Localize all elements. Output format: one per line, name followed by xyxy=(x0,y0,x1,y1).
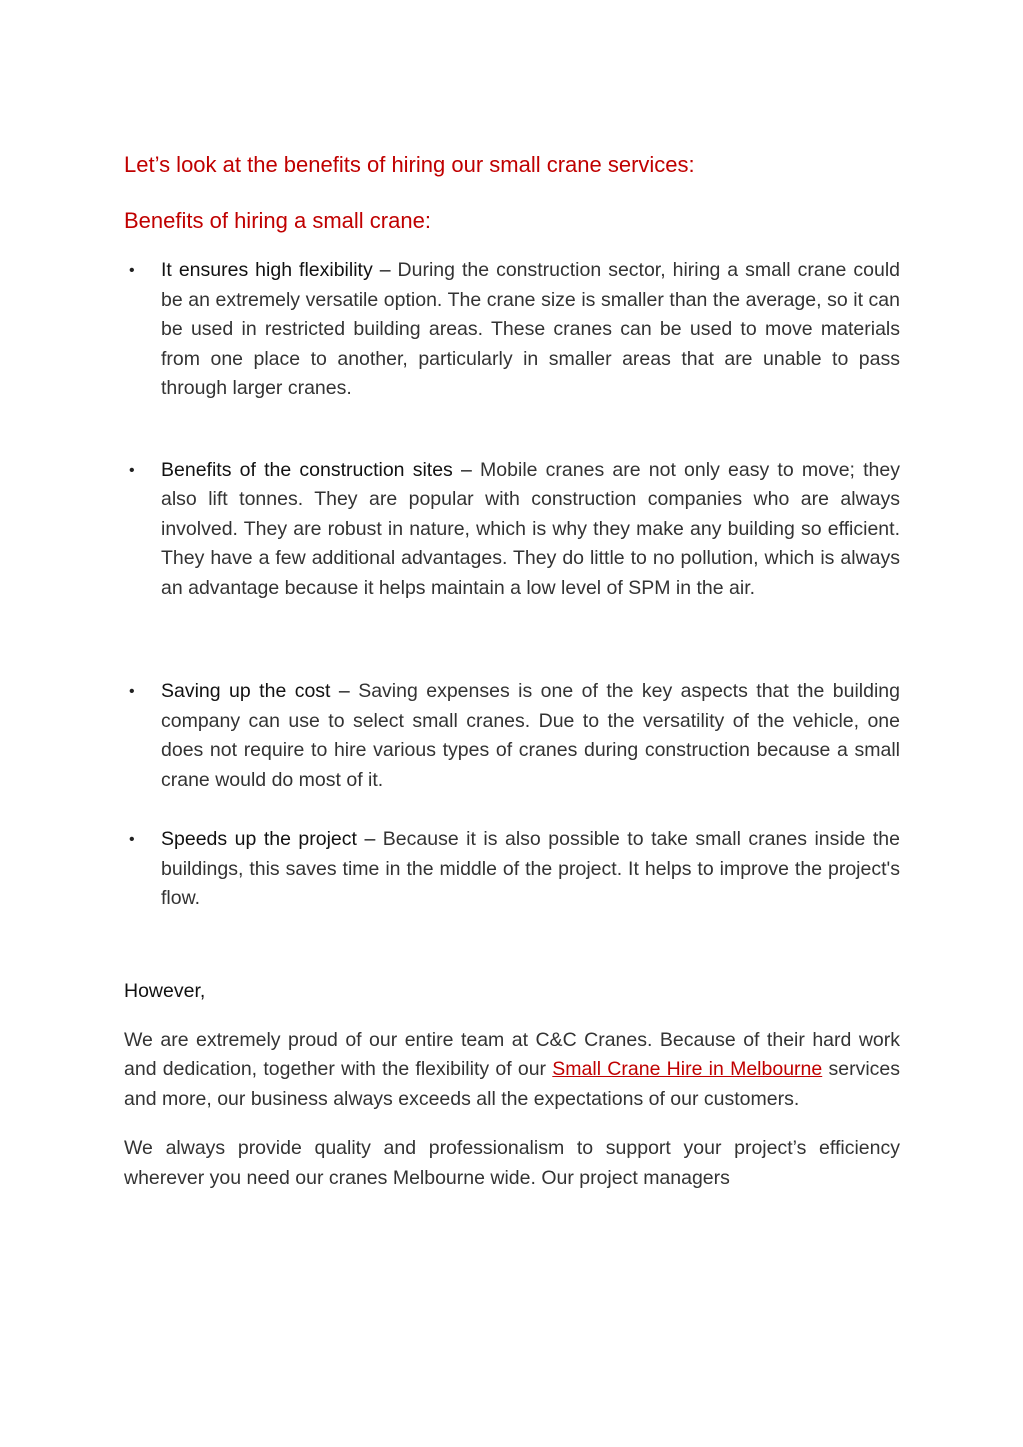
however-heading: However, xyxy=(124,979,206,1002)
document-page xyxy=(124,150,900,1213)
section-heading: Let’s look at the benefits of hiring our small crane services: xyxy=(124,152,695,177)
bullet-icon: • xyxy=(129,683,135,700)
paragraph-text: services and more, our business always exceeds all the expectations of our customers. xyxy=(124,1058,900,1110)
list-item-text: During the construction sector, hiring a small crane could be an extremely versatile option. The crane size is smaller than the average, so it can be used in restricted building areas. These cranes can be used to move materials from one place to another, particularly in smaller areas that are unable to pass through larger cranes. xyxy=(161,259,900,399)
list-item-lead: Saving up the cost – xyxy=(161,680,359,702)
list-item xyxy=(124,456,900,604)
list-item-lead: Speeds up the project – xyxy=(161,828,383,850)
paragraph xyxy=(124,1026,900,1115)
list-item-text: Mobile cranes are not only easy to move; they also lift tonnes. They are popular with construction companies who are always involved. They are robust in nature, which is why they make any building so efficient. They have a few additional advantages. They do little to no pollution, which is always an advantage because it helps maintain a low level of SPM in the air. xyxy=(161,458,900,599)
list-item-lead: Benefits of the construction sites – xyxy=(161,458,481,481)
list-item xyxy=(124,825,900,914)
paragraph: We always provide quality and professionalism to support your project’s efficiency wherever you need our cranes Melbourne wide. Our project managers xyxy=(124,1137,900,1189)
list-item-text: Because it is also possible to take small cranes inside the buildings, this saves time in the middle of the project. It helps to improve the project's flow. xyxy=(161,828,900,909)
list-item xyxy=(124,677,900,795)
bullet-icon: • xyxy=(129,461,135,479)
subsection-heading: Benefits of hiring a small crane: xyxy=(124,208,431,233)
bullet-icon: • xyxy=(129,262,135,279)
small-crane-hire-link[interactable]: Small Crane Hire in Melbourne xyxy=(552,1058,823,1080)
bullet-icon: • xyxy=(129,831,135,848)
paragraph-text: We are extremely proud of our entire team at C&C Cranes. Because of their hard work and dedication, together with the flexibility of our xyxy=(124,1028,900,1080)
list-item-lead: It ensures high flexibility – xyxy=(161,259,398,281)
benefits-list xyxy=(124,256,900,914)
list-item xyxy=(124,256,900,404)
list-item-text: Saving expenses is one of the key aspects that the building company can use to select small cranes. Due to the versatility of the vehicle, one does not require to hire various types of cranes during construction because a small crane would do most of it. xyxy=(161,680,900,791)
